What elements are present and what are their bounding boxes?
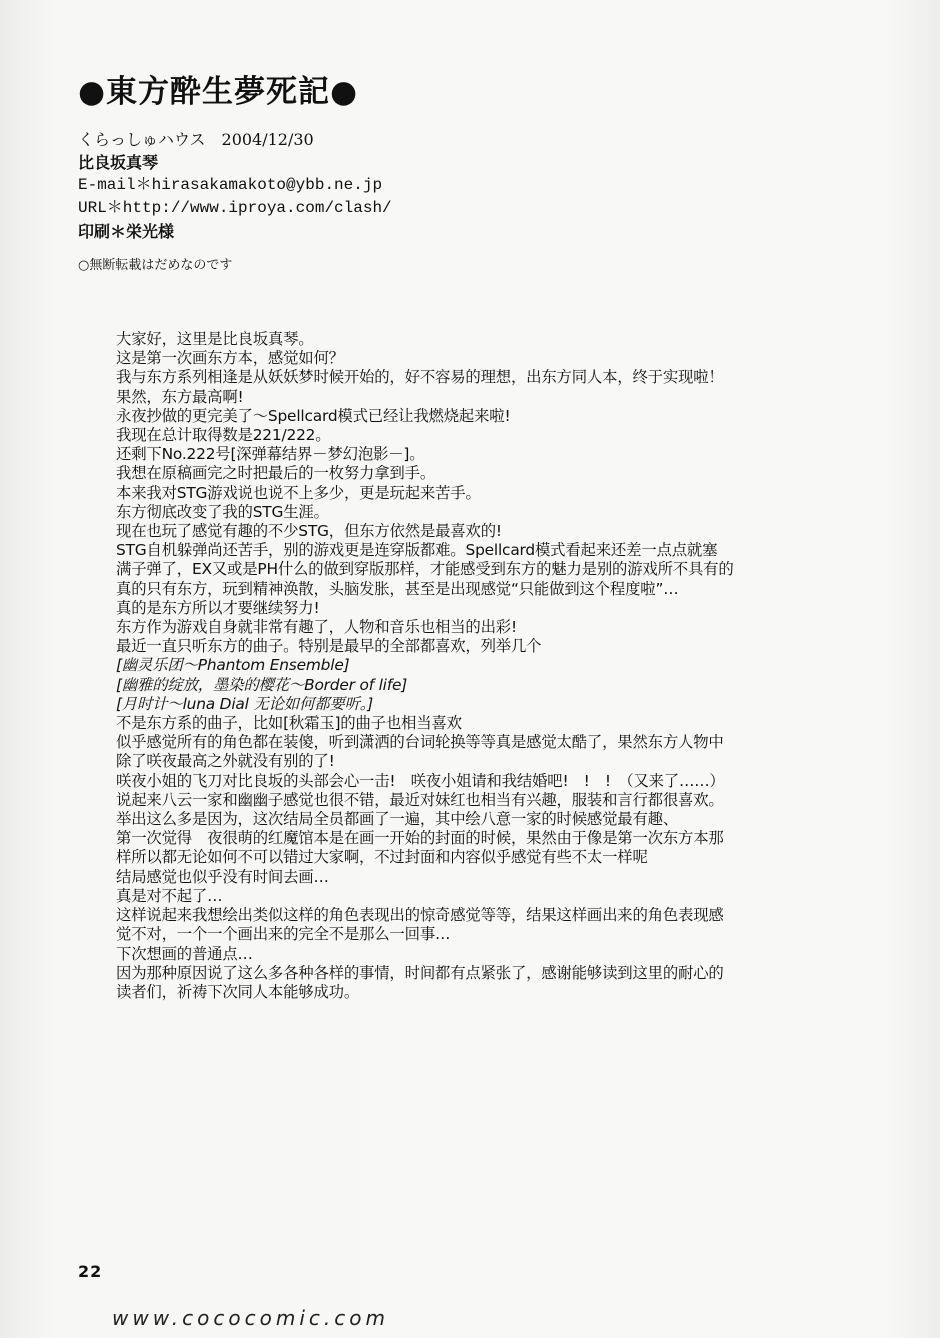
text-line: 真是对不起了… [116,886,223,905]
text-line: 除了咲夜最高之外就没有别的了! [116,752,335,771]
text-line: 我与东方系列相逢是从妖妖梦时候开始的，好不容易的理想，出东方同人本，终于实现啦！ [116,368,724,387]
song-title-line: [月时计～luna Dial 无论如何都要听。] [116,694,374,713]
afterword-text [116,330,846,1002]
text-line: 东方作为游戏自身就非常有趣了，人物和音乐也相当的出彩! [116,618,517,637]
text-line: 这是第一次画东方本，感觉如何？ [116,349,344,368]
colophon [78,72,598,275]
printer-credit: 印刷＊栄光様 [78,222,175,241]
text-line: 满子弹了，EX又或是PH什么的做到穿版那样，才能感受到东方的魅力是别的游戏所不具有的 [116,560,734,579]
text-line: 觉不对，一个一个画出来的完全不是那么一回事… [116,925,451,944]
text-line: 本来我对STG游戏说也说不上多少，更是玩起来苦手。 [116,483,481,502]
text-line: 我想在原稿画完之时把最后的一枚努力拿到手。 [116,464,436,483]
author-url: URL＊http://www.iproya.com/clash/ [78,199,392,217]
text-line: 我现在总计取得数是221/222。 [116,426,331,445]
text-line: 永夜抄做的更完美了～Spellcard模式已经让我燃烧起来啦! [116,406,511,425]
site-watermark: www.cococomic.com [112,1306,389,1330]
text-line: 读者们，祈祷下次同人本能够成功。 [116,982,360,1001]
book-title: ●東方酔生夢死記● [78,74,359,110]
text-line: 第一次觉得 夜很萌的红魔馆本是在画一开始的封面的时候，果然由于像是第一次东方本那 [116,829,724,848]
song-title-line: [幽雅的绽放，墨染的樱花～Border of life] [116,675,408,694]
text-line: STG自机躲弹尚还苦手，别的游戏更是连穿版都难。Spellcard模式看起来还差一点点就塞 [116,541,718,560]
text-line: 样所以都无论如何不可以错过大家啊，不过封面和内容似乎感觉有些不太一样呢 [116,848,648,867]
song-title-line: [幽灵乐团～Phantom Ensemble] [116,656,350,675]
reproduction-notice: ○無断転載はだめなのです [78,258,233,273]
text-line: 结局感觉也似乎没有时间去画… [116,867,329,886]
text-line: 说起来八云一家和幽幽子感觉也很不错，最近对妹红也相当有兴趣，服装和言行都很喜欢。 [116,790,724,809]
text-line: 果然，东方最高啊! [116,387,244,406]
author-email: E-mail＊hirasakamakoto@ybb.ne.jp [78,176,383,194]
text-line: 因为那种原因说了这么多各种各样的事情，时间都有点紧张了，感谢能够读到这里的耐心的 [116,963,724,982]
page-number: 22 [78,1262,103,1281]
text-line: 这样说起来我想绘出类似这样的角色表现出的惊奇感觉等等，结果这样画出来的角色表现感 [116,906,724,925]
publisher-date: くらっしゅハウス 2004/12/30 [78,130,314,149]
text-line: 大家好，这里是比良坂真琴。 [116,330,314,348]
text-line: 现在也玩了感觉有趣的不少STG，但东方依然是最喜欢的! [116,522,502,541]
text-line: 咲夜小姐的飞刀对比良坂的头部会心一击! 咲夜小姐请和我结婚吧! ! ! （又来了……） [116,771,725,790]
text-line: 真的是东方所以才要继续努力! [116,598,320,617]
text-line: 不是东方系的曲子，比如[秋霜玉]的曲子也相当喜欢 [116,714,462,733]
text-line: 最近一直只听东方的曲子。特别是最早的全部都喜欢，列举几个 [116,637,542,656]
author-name: 比良坂真琴 [78,153,159,172]
text-line: 举出这么多是因为，这次结局全员都画了一遍，其中绘八意一家的时候感觉最有趣、 [116,810,679,829]
text-line: 真的只有东方，玩到精神涣散，头脑发胀，甚至是出现感觉“只能做到这个程度啦”… [116,579,679,598]
text-line: 似乎感觉所有的角色都在装傻，听到潇洒的台词轮换等等真是感觉太酷了，果然东方人物中 [116,733,724,752]
text-line: 东方彻底改变了我的STG生涯。 [116,502,329,521]
text-line: 下次想画的普通点… [116,944,253,963]
text-line: 还剩下No.222号[深弹幕结界－梦幻泡影－]。 [116,445,425,464]
